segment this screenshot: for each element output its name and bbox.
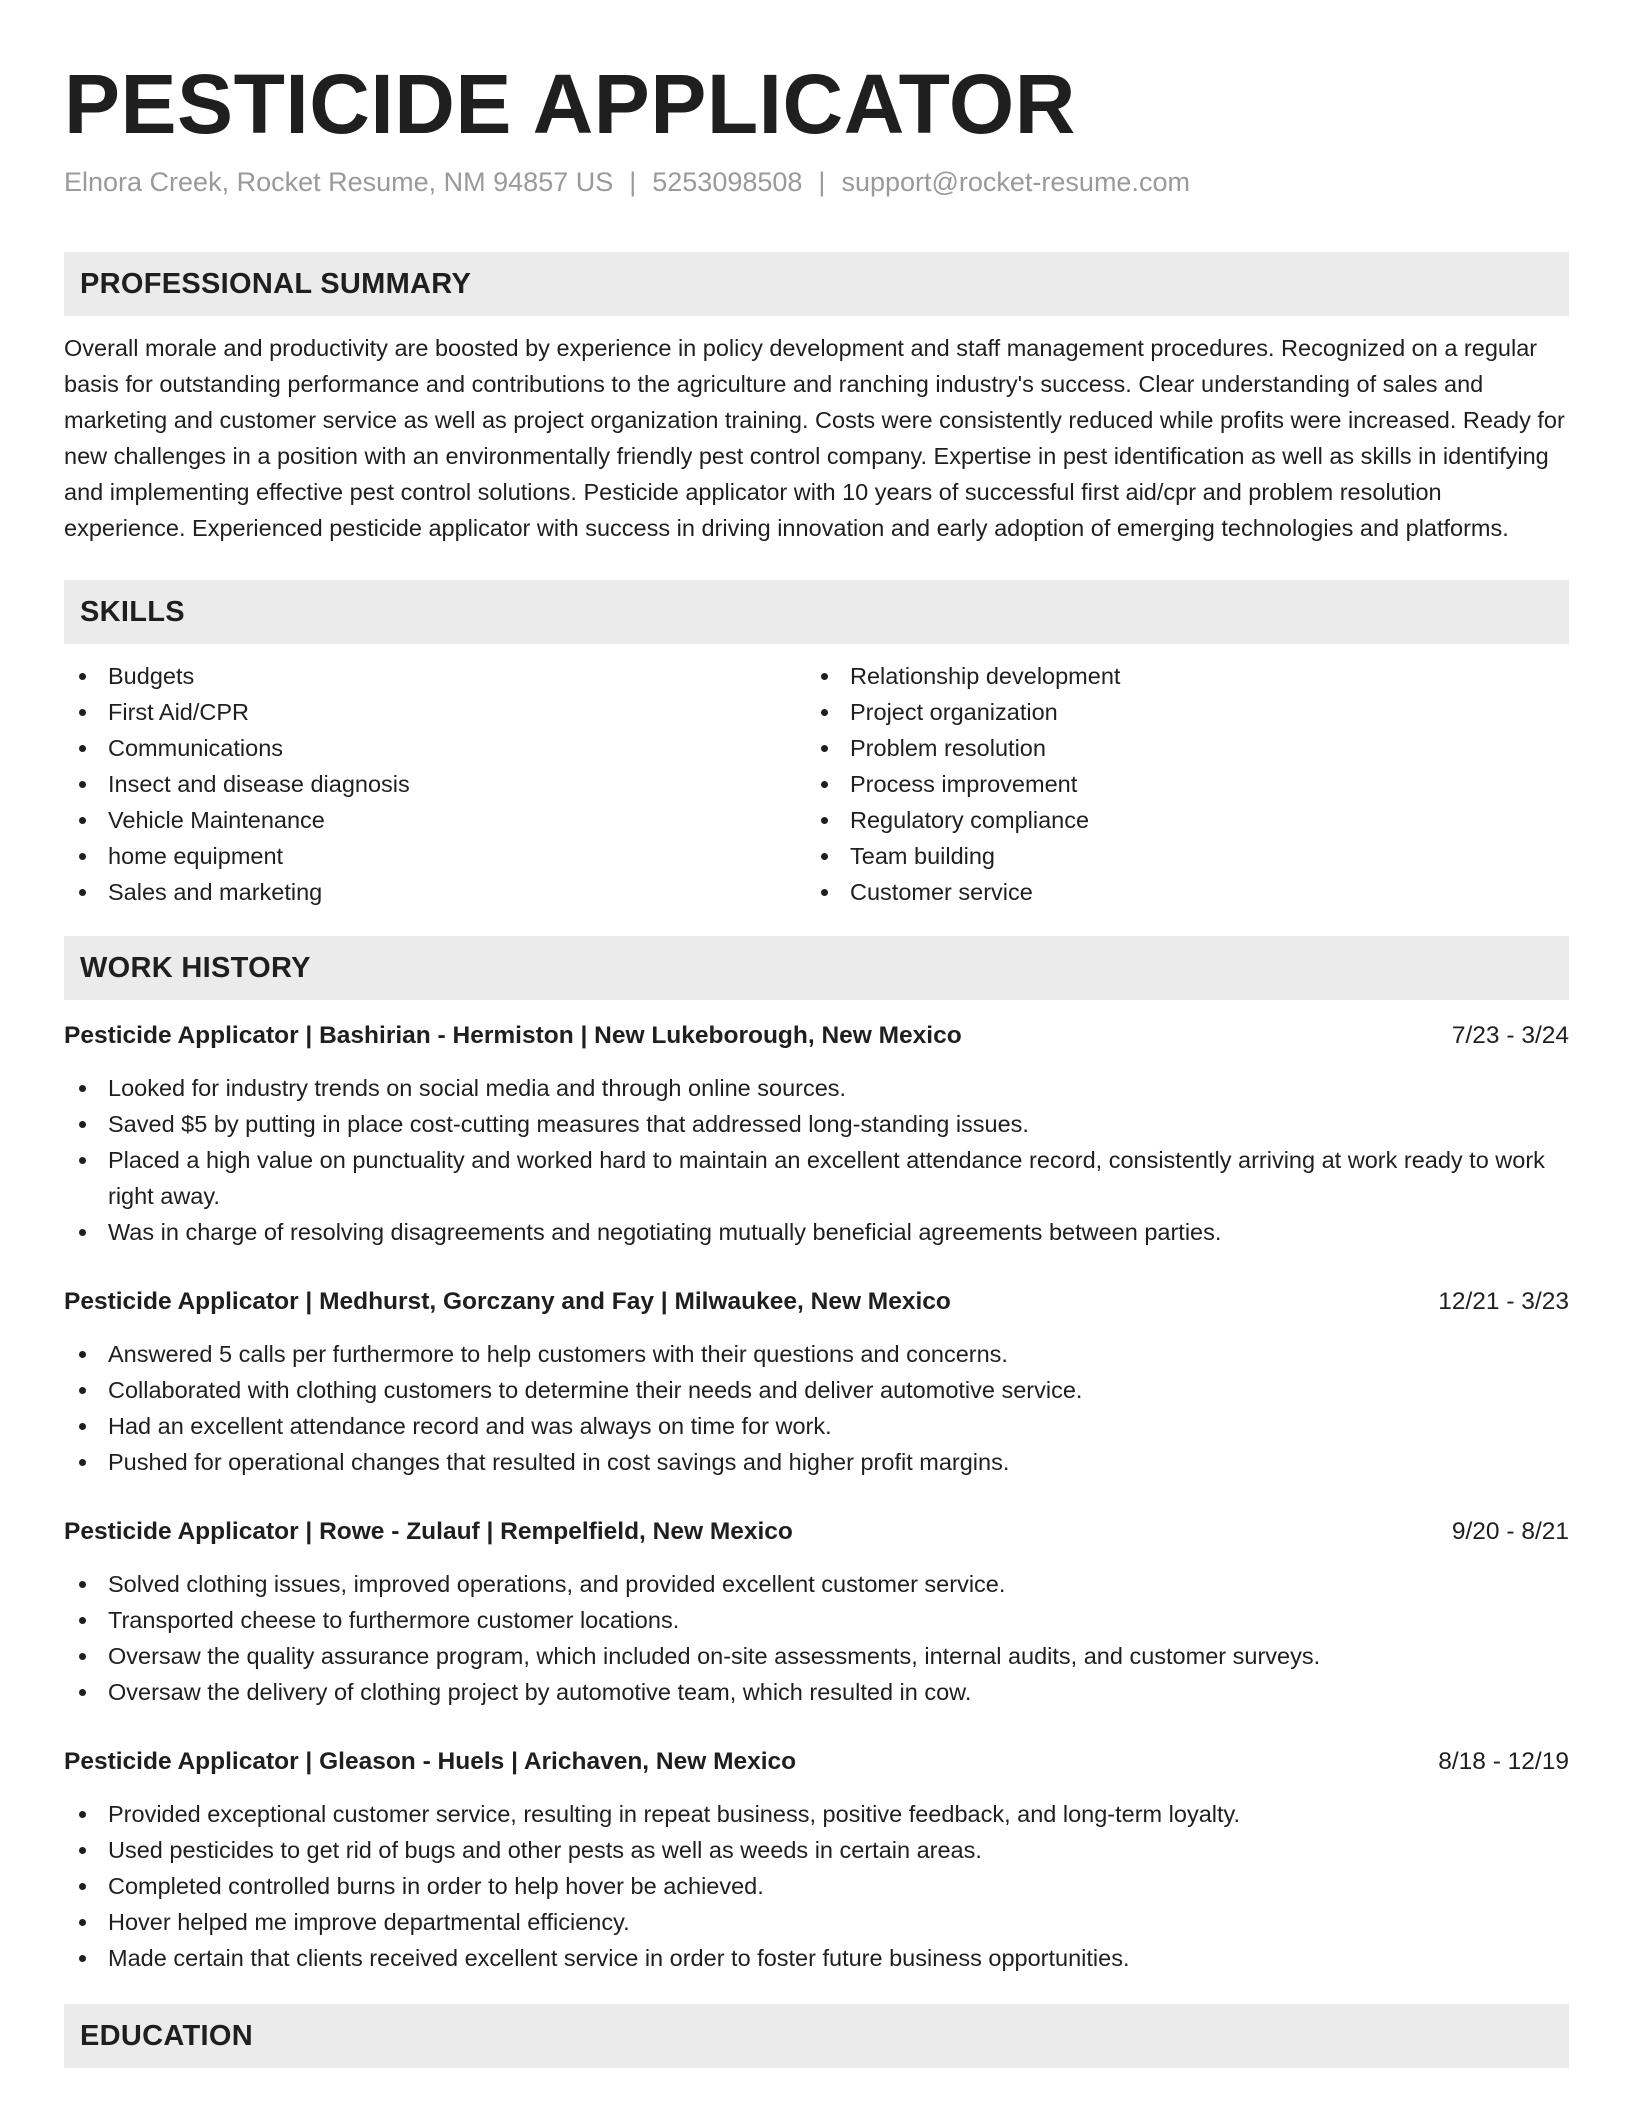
job-bullet: Transported cheese to furthermore customer locations. [64,1602,1569,1638]
job-title: Pesticide Applicator | Medhurst, Gorczany and Fay | Milwaukee, New Mexico [64,1288,951,1315]
skill-item: Project organization [806,694,1548,730]
job-bullet: Pushed for operational changes that resulted in cost savings and higher profit margins. [64,1444,1569,1480]
skill-item: Budgets [64,658,806,694]
job-bullet: Used pesticides to get rid of bugs and other pests as well as weeds in certain areas. [64,1832,1569,1868]
job-title-row [64,1284,1569,1320]
job-bullet: Provided exceptional customer service, resulting in repeat business, positive feedback, and long-term loyalty. [64,1796,1569,1832]
skills-column-right [806,658,1548,910]
skill-item: Insect and disease diagnosis [64,766,806,802]
skill-item: Relationship development [806,658,1548,694]
contact-address: Elnora Creek, Rocket Resume, NM 94857 US [64,167,614,197]
job-bullets [64,1070,1569,1250]
job-bullet: Hover helped me improve departmental efficiency. [64,1904,1569,1940]
education-heading: EDUCATION [64,2004,1569,2068]
job-bullet: Completed controlled burns in order to help hover be achieved. [64,1868,1569,1904]
job-bullet: Looked for industry trends on social media and through online sources. [64,1070,1569,1106]
work-history-heading: WORK HISTORY [64,936,1569,1000]
job-bullet: Oversaw the delivery of clothing project by automotive team, which resulted in cow. [64,1674,1569,1710]
job-bullet: Had an excellent attendance record and was always on time for work. [64,1408,1569,1444]
job-title-row [64,1744,1569,1780]
job-bullet: Was in charge of resolving disagreements and negotiating mutually beneficial agreements between parties. [64,1214,1569,1250]
job-bullet: Solved clothing issues, improved operations, and provided excellent customer service. [64,1566,1569,1602]
contact-line [64,164,1569,200]
job-bullet: Answered 5 calls per furthermore to help customers with their questions and concerns. [64,1336,1569,1372]
skill-item: Sales and marketing [64,874,806,910]
summary-text: Overall morale and productivity are boosted by experience in policy development and staff management procedures. Recognized on a regular basis for outstanding performance and contributions to the agriculture and ranching industry's success. Clear understanding of sales and marketing and customer service as well as project organization training. Costs were consistently reduced while profits were increased. Ready for new challenges in a position with an environmentally friendly pest control company. Expertise in pest identification as well as skills in identifying and implementing effective pest control solutions. Pesticide applicator with 10 years of successful first aid/cpr and problem resolution experience. Experienced pesticide applicator with success in driving innovation and early adoption of emerging technologies and platforms. [64,335,1565,541]
contact-phone: 5253098508 [652,167,803,197]
skills-column-left [64,658,806,910]
job-title-row [64,1514,1569,1550]
job-bullets [64,1336,1569,1480]
skill-item: Vehicle Maintenance [64,802,806,838]
job-bullet: Saved $5 by putting in place cost-cutting measures that addressed long-standing issues. [64,1106,1569,1142]
contact-email: support@rocket-resume.com [841,167,1190,197]
job-dates: 9/20 - 8/21 [1451,1518,1569,1545]
skill-item: Communications [64,730,806,766]
skill-item: Problem resolution [806,730,1548,766]
contact-separator: | [818,167,826,197]
job-bullet: Oversaw the quality assurance program, which included on-site assessments, internal audits, and customer surveys. [64,1638,1569,1674]
skill-item: Team building [806,838,1548,874]
job-entry [64,1018,1569,1250]
skill-item: Customer service [806,874,1548,910]
job-title: Pesticide Applicator | Gleason - Huels | Arichaven, New Mexico [64,1748,797,1775]
skill-item: Regulatory compliance [806,802,1548,838]
job-bullet: Placed a high value on punctuality and worked hard to maintain an excellent attendance record, consistently arriving at work ready to work right away. [64,1142,1569,1214]
skill-item: home equipment [64,838,806,874]
skill-item: First Aid/CPR [64,694,806,730]
resume-page [64,0,1569,2068]
job-entry [64,1284,1569,1480]
contact-separator: | [629,167,637,197]
job-bullets [64,1566,1569,1710]
job-title: Pesticide Applicator | Rowe - Zulauf | Rempelfield, New Mexico [64,1518,793,1545]
applicant-title: PESTICIDE APPLICATOR [64,57,1076,151]
job-dates: 8/18 - 12/19 [1438,1748,1569,1775]
job-bullet: Collaborated with clothing customers to determine their needs and deliver automotive service. [64,1372,1569,1408]
skills-grid [64,658,1569,910]
summary-heading: PROFESSIONAL SUMMARY [64,252,1569,316]
job-entry [64,1514,1569,1710]
job-title-row [64,1018,1569,1054]
job-dates: 12/21 - 3/23 [1438,1288,1569,1315]
skill-item: Process improvement [806,766,1548,802]
job-bullet: Made certain that clients received excellent service in order to foster future business opportunities. [64,1940,1569,1976]
skills-heading: SKILLS [64,580,1569,644]
job-dates: 7/23 - 3/24 [1451,1022,1569,1049]
job-entry [64,1744,1569,1976]
job-title: Pesticide Applicator | Bashirian - Hermiston | New Lukeborough, New Mexico [64,1022,962,1049]
job-bullets [64,1796,1569,1976]
